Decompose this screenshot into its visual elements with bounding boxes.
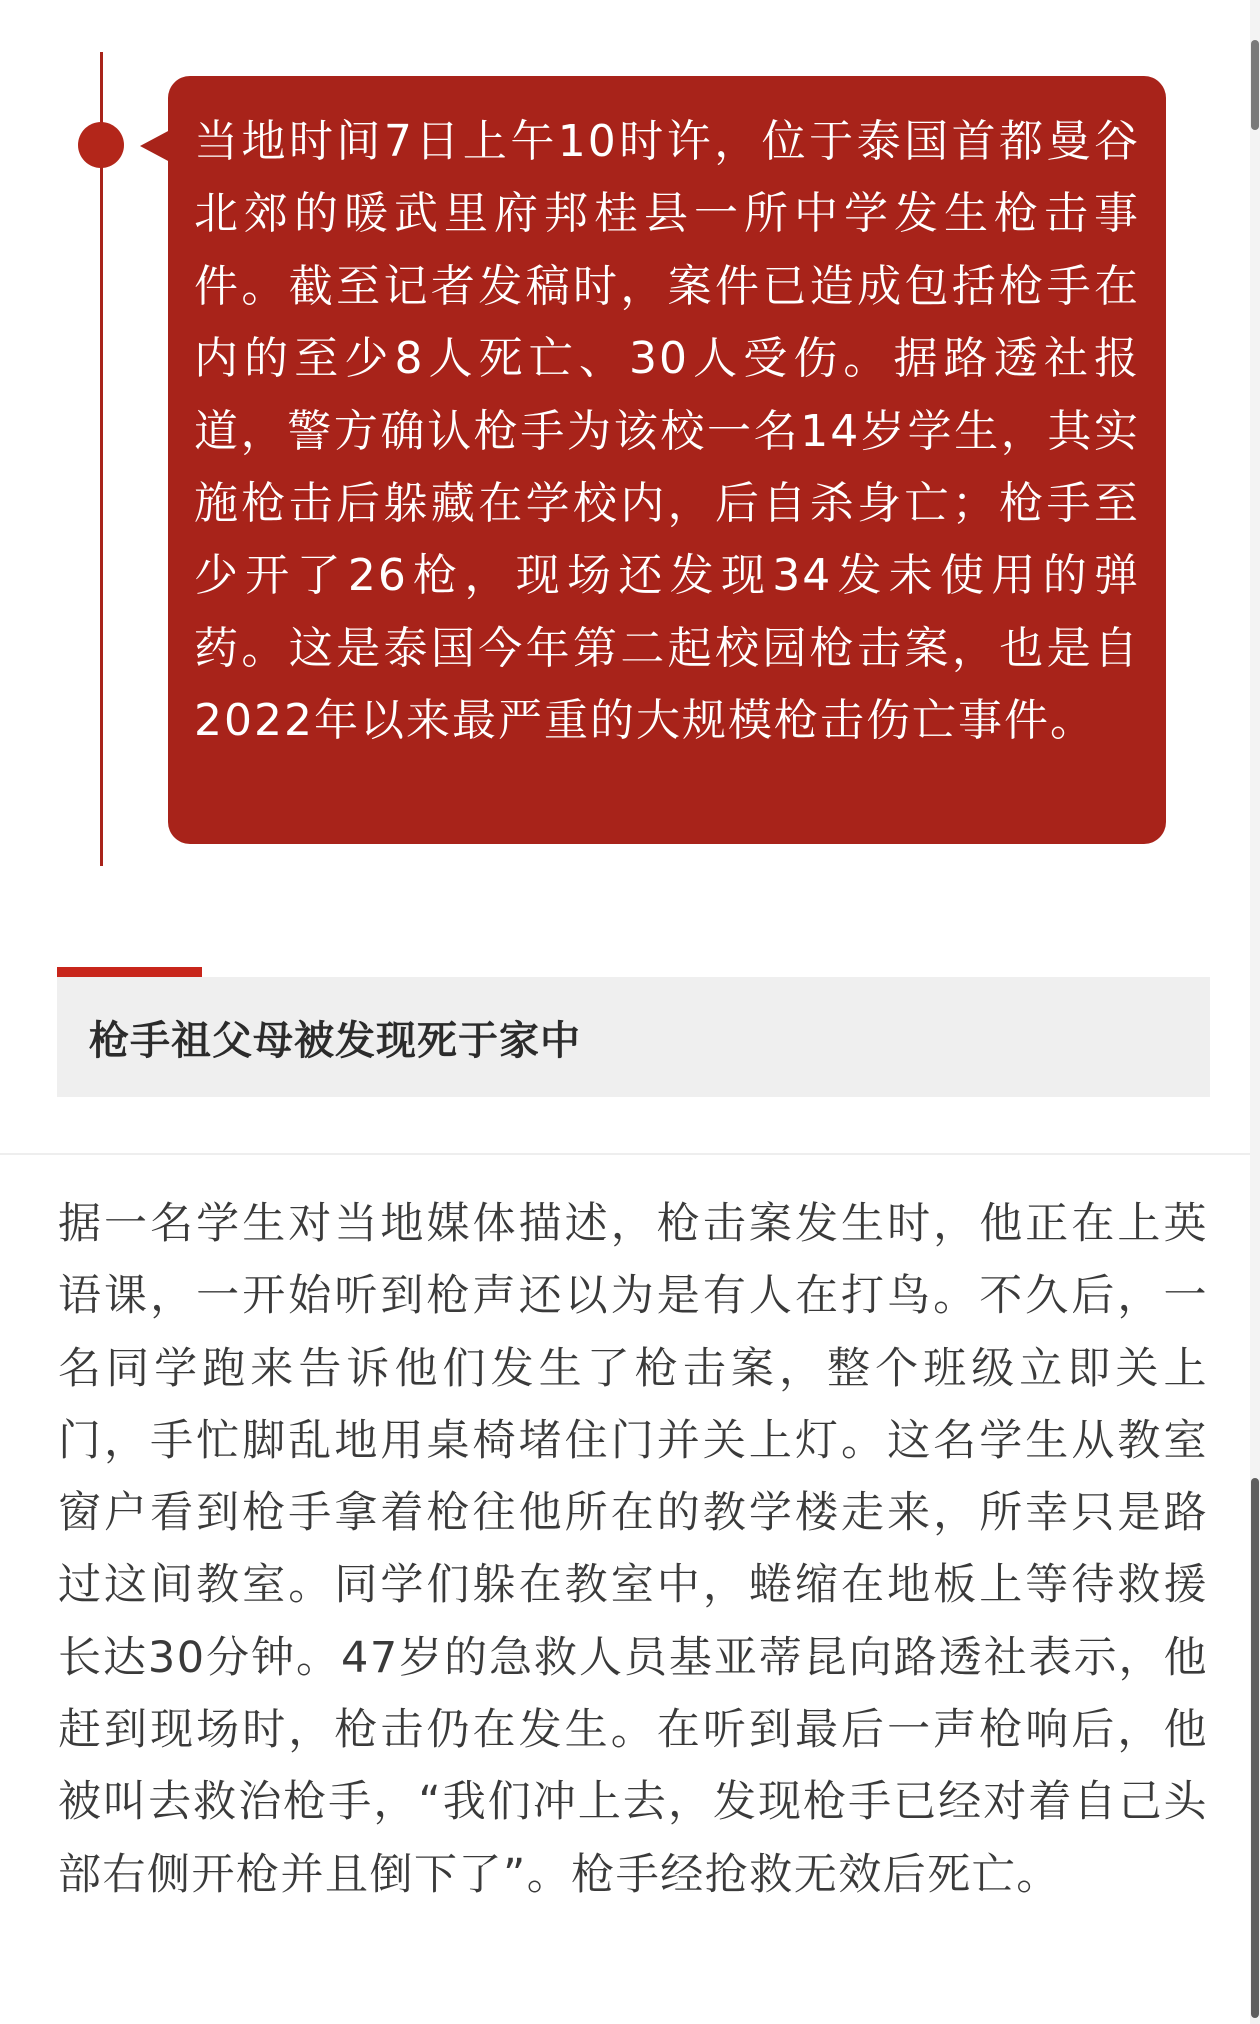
- highlight-box: [168, 76, 1166, 844]
- article-paragraph: 据一名学生对当地媒体描述，枪击案发生时，他正在上英语课，一开始听到枪声还以为是有人在打鸟。不久后，一名同学跑来告诉他们发生了枪击案，整个班级立即关上门，手忙脚乱地用桌椅堵住门并关上灯。这名学生从教室窗户看到枪手拿着枪往他所在的教学楼走来，所幸只是路过这间教室。同学们躲在教室中，蜷缩在地板上等待救援长达30分钟。47岁的急救人员基亚蒂昆向路透社表示，他赶到现场时，枪击仍在发生。在听到最后一声枪响后，他被叫去救治枪手，“我们冲上去，发现枪手已经对着自己头部右侧开枪并且倒下了”。枪手经抢救无效后死亡。: [58, 1199, 1208, 1900]
- section-header: [57, 977, 1210, 1097]
- highlight-text: 当地时间7日上午10时许，位于泰国首都曼谷北郊的暖武里府邦桂县一所中学发生枪击事件。截至记者发稿时，案件已造成包括枪手在内的至少8人死亡、30人受伤。据路透社报道，警方确认枪手为该校一名14岁学生，其实施枪击后躲藏在学校内，后自杀身亡；枪手至少开了26枪，现场还发现34发未使用的弹药。这是泰国今年第二起校园枪击案，也是自2022年以来最严重的大规模枪击伤亡事件。: [194, 116, 1140, 747]
- divider: [0, 1153, 1250, 1155]
- timeline-line: [100, 52, 103, 866]
- scrollbar-thumb[interactable]: [1251, 1478, 1259, 2018]
- section-accent-bar: [57, 967, 202, 977]
- bubble-pointer: [140, 130, 170, 162]
- timeline-dot: [78, 122, 124, 168]
- scrollbar-indicator: [1251, 40, 1259, 130]
- section-title: 枪手祖父母被发现死于家中: [89, 1017, 581, 1064]
